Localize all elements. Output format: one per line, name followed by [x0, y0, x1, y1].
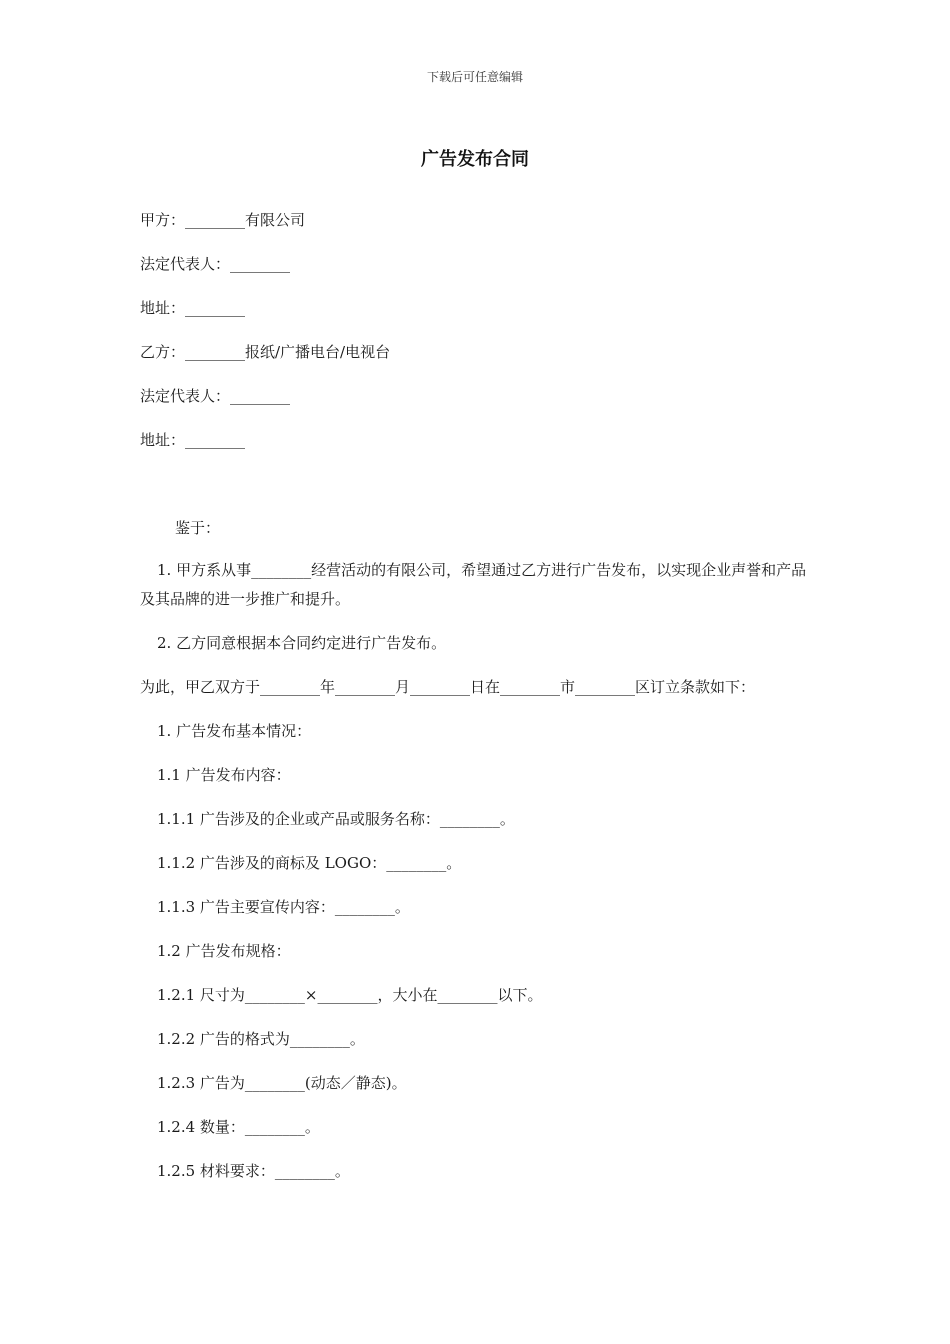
header-note: 下载后可任意编辑 [426, 70, 523, 84]
document-title: 广告发布合同 [421, 149, 529, 170]
clause-1-2-4: 1.2.4 数量：________。 [157, 1118, 320, 1136]
clause-1-1-3: 1.1.3 广告主要宣传内容：________。 [157, 898, 410, 916]
clause-1-1: 1.1 广告发布内容： [157, 766, 291, 784]
party-b-name: 乙方：________报纸/广播电台/电视台 [140, 343, 391, 361]
clause-1-2-5: 1.2.5 材料要求：________。 [157, 1162, 350, 1180]
whereas-item-1: 1. 甲方系从事________经营活动的有限公司，希望通过乙方进行广告发布，以实现企业声誉和产品及其品牌的进一步推广和提升。 [140, 561, 807, 608]
whereas-label: 鉴于： [175, 519, 221, 537]
party-b-representative: 法定代表人：________ [140, 387, 291, 405]
clause-1-2-3: 1.2.3 广告为________(动态／静态)。 [157, 1074, 407, 1092]
whereas-item-2: 2. 乙方同意根据本合同约定进行广告发布。 [157, 634, 447, 652]
clause-1-1-1: 1.1.1 广告涉及的企业或产品或服务名称：________。 [157, 810, 515, 828]
clause-1: 1. 广告发布基本情况： [157, 722, 312, 740]
clause-1-2-1: 1.2.1 尺寸为________×________，大小在________以下。 [157, 986, 543, 1004]
party-b-address: 地址：________ [140, 431, 246, 449]
preamble: 为此，甲乙双方于________年________月________日在________市________区订立条款如下： [140, 678, 756, 696]
party-a-name: 甲方：________有限公司 [140, 211, 306, 229]
clause-1-2: 1.2 广告发布规格： [157, 942, 291, 960]
clause-1-2-2: 1.2.2 广告的格式为________。 [157, 1030, 365, 1048]
clause-1-1-2: 1.1.2 广告涉及的商标及 LOGO：________。 [157, 854, 462, 872]
party-a-representative: 法定代表人：________ [140, 255, 291, 273]
party-a-address: 地址：________ [140, 299, 246, 317]
